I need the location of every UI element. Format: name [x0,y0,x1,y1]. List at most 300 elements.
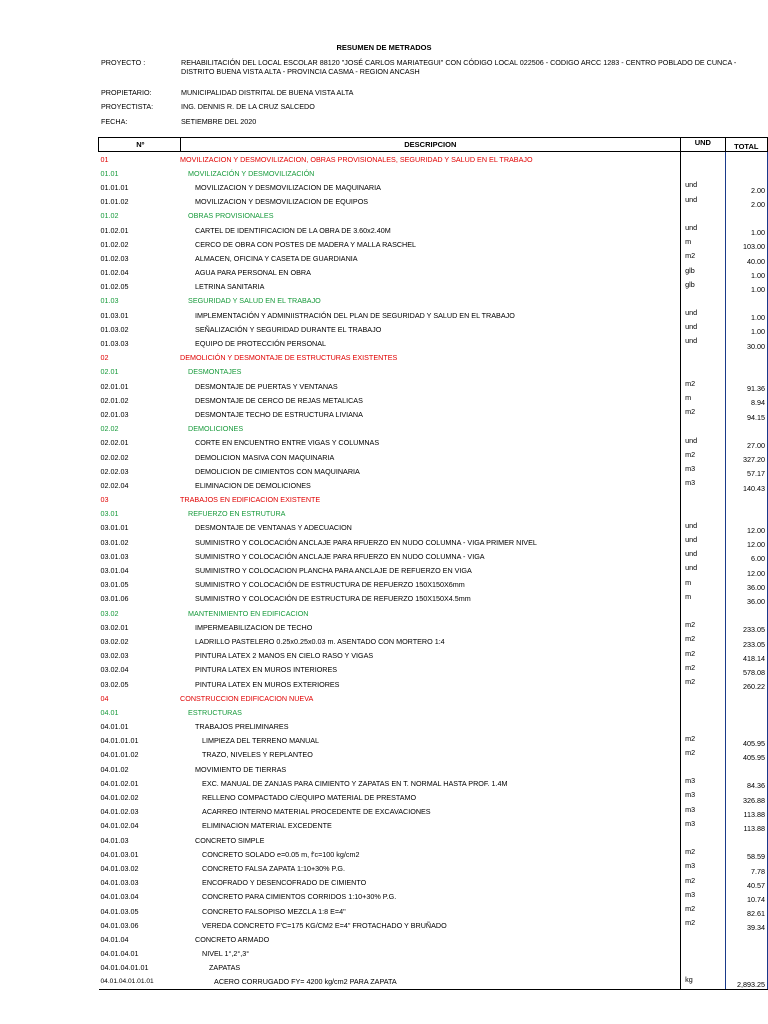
row-total: 2.00 [725,180,767,194]
row-total [725,833,767,847]
row-unit: m2 [681,251,725,265]
row-description: REFUERZO EN ESTRUTURA [188,509,286,519]
row-unit: m2 [681,663,725,677]
row-total: 2.00 [725,195,767,209]
row-description: NIVEL 1°,2°,3° [202,949,250,959]
row-total: 2,893.25 [725,975,767,990]
row-unit: und [681,436,725,450]
row-total: 40.57 [725,876,767,890]
row-code: 02.02.02 [100,452,129,462]
row-description: CARTEL DE IDENTIFICACION DE LA OBRA DE 3.60x2.40M [195,225,391,235]
row-unit [681,606,725,620]
row-code: 04.01.02.01 [100,778,139,788]
row-code: 03.02 [100,608,119,618]
row-description: AGUA PARA PERSONAL EN OBRA [195,268,311,278]
row-unit: m2 [681,379,725,393]
table-row [99,436,768,450]
row-description: DEMOLICION MASIVA CON MAQUINARIA [195,452,335,462]
row-total [725,932,767,946]
row-description: SUMINISTRO Y COLOCACIÓN ANCLAJE PARA RFUERZO EN NUDO COLUMNA - VIGA [195,551,485,561]
row-total: 10.74 [725,890,767,904]
row-code: 02.02 [100,424,119,434]
table-row [99,720,768,734]
row-unit [681,705,725,719]
row-unit [681,947,725,961]
row-unit: m [681,578,725,592]
row-code: 01.02.04 [100,268,129,278]
table-row [99,620,768,634]
row-total: 1.00 [725,280,767,294]
row-unit [681,691,725,705]
row-unit [681,507,725,521]
table-row [99,450,768,464]
row-code: 03.02.04 [100,665,129,675]
row-code: 04.01.03.02 [100,863,139,873]
row-description: EXC. MANUAL DE ZANJAS PARA CIMIENTO Y ZAPATAS EN T. NORMAL HASTA PROF. 1.4M [202,778,508,788]
row-total: 405.95 [725,734,767,748]
row-description: PINTURA LATEX 2 MANOS EN CIELO RASO Y VIGAS [195,651,374,661]
row-description: DESMONTAJE TECHO DE ESTRUCTURA LIVIANA [195,409,363,419]
row-unit: glb [681,280,725,294]
row-code: 04.01.02.02 [100,793,139,803]
row-unit: m [681,237,725,251]
row-code: 01.02.02 [100,239,129,249]
row-total [725,507,767,521]
row-total: 12.00 [725,535,767,549]
row-total: 12.00 [725,563,767,577]
row-total: 1.00 [725,308,767,322]
row-total [725,166,767,180]
table-row [99,322,768,336]
row-unit: und [681,336,725,350]
row-unit: und [681,535,725,549]
row-total [725,152,767,167]
row-code: 03.02.02 [100,636,129,646]
row-description: CONSTRUCCION EDIFICACION NUEVA [180,693,314,703]
row-unit [681,351,725,365]
table-row [99,478,768,492]
row-unit: und [681,322,725,336]
row-code: 01.03.03 [100,339,129,349]
table-row [99,209,768,223]
row-total: 113.88 [725,819,767,833]
metrados-table [98,137,768,990]
row-code: 02.01 [100,367,119,377]
row-description: ACERO CORRUGADO FY= 4200 kg/cm2 PARA ZAPATA [180,975,681,990]
row-unit: kg [681,975,725,990]
row-code: 04.01.03.04 [100,892,139,902]
table-row [99,890,768,904]
row-total: 40.00 [725,251,767,265]
row-total: 233.05 [725,634,767,648]
column-header-desc: DESCRIPCION [180,138,681,152]
header-label-fecha: FECHA: [101,117,128,126]
table-row [99,790,768,804]
row-description: DESMONTAJE DE PUERTAS Y VENTANAS [195,381,338,391]
row-code: 01.02.01 [100,225,129,235]
row-unit: m [681,592,725,606]
table-row [99,266,768,280]
row-total: 94.15 [725,407,767,421]
row-description: CONCRETO FALSA ZAPATA 1:10+30% P.G. [202,863,345,873]
row-total: 39.34 [725,918,767,932]
row-description: RELLENO COMPACTADO C/EQUIPO MATERIAL DE PRESTAMO [202,793,417,803]
row-unit: m2 [681,620,725,634]
row-code: 03.02.01 [100,622,129,632]
table-row [99,223,768,237]
table-row [99,336,768,350]
row-unit [681,961,725,975]
row-total: 1.00 [725,223,767,237]
row-unit: glb [681,266,725,280]
row-description: DEMOLICIÓN Y DESMONTAJE DE ESTRUCTURAS EXISTENTES [180,353,398,363]
row-code: 04 [100,693,109,703]
row-code: 01.03 [100,296,119,306]
row-total: 82.61 [725,904,767,918]
row-total [725,209,767,223]
row-description: IMPLEMENTACIÓN Y ADMINIISTRACIÓN DEL PLAN DE SEGURIDAD Y SALUD EN EL TRABAJO [195,310,515,320]
table-row [99,606,768,620]
table-row [99,195,768,209]
row-description: ELIMINACION MATERIAL EXCEDENTE [202,821,332,831]
table-row [99,876,768,890]
row-total: 8.94 [725,393,767,407]
row-unit [681,833,725,847]
row-total: 36.00 [725,592,767,606]
row-description: CORTE EN ENCUENTRO ENTRE VIGAS Y COLUMNAS [195,438,380,448]
row-description: CONCRETO SOLADO e=0.05 m, f'c=100 kg/cm2 [202,849,360,859]
table-row [99,422,768,436]
row-unit: und [681,563,725,577]
row-code: 02.01.03 [100,409,129,419]
header-label-propietario: PROPIETARIO: [101,88,152,97]
row-code: 02.02.03 [100,466,129,476]
row-description: MOVIMIENTO DE TIERRAS [195,764,287,774]
table-row [99,351,768,365]
row-code: 04.01.03.01 [100,849,139,859]
row-description: CONCRETO ARMADO [195,934,270,944]
row-description: CONCRETO PARA CIMIENTOS CORRIDOS 1:10+30% P.G. [202,892,397,902]
row-total: 233.05 [725,620,767,634]
row-description: LADRILLO PASTELERO 0.25x0.25x0.03 m. ASENTADO CON MORTERO 1:4 [195,636,445,646]
row-unit: m3 [681,805,725,819]
row-code: 02.02.04 [100,480,129,490]
row-total [725,422,767,436]
row-unit: m2 [681,677,725,691]
table-row [99,975,768,990]
row-code: 03.01.02 [100,537,129,547]
table-row [99,563,768,577]
table-row [99,649,768,663]
row-code: 02 [100,353,109,363]
row-total [725,947,767,961]
row-unit: m3 [681,861,725,875]
row-total: 7.78 [725,861,767,875]
row-unit: m2 [681,748,725,762]
row-code: 02.01.01 [100,381,129,391]
row-total: 260.22 [725,677,767,691]
row-total [725,691,767,705]
row-code: 03 [100,495,109,505]
row-unit: m3 [681,890,725,904]
row-unit: m3 [681,464,725,478]
row-description: ESTRUCTURAS [188,707,242,717]
row-description: CONCRETO SIMPLE [195,835,265,845]
row-description: PINTURA LATEX EN MUROS INTERIORES [195,665,338,675]
table-row [99,180,768,194]
row-code: 03.01.06 [100,594,129,604]
row-description: ALMACEN, OFICINA Y CASETA DE GUARDIANIA [195,253,358,263]
row-code: 01.03.01 [100,310,129,320]
row-total: 6.00 [725,549,767,563]
header-value-proyecto: REHABILITACIÓN DEL LOCAL ESCOLAR 88120 "JOSÉ CARLOS MARIATEGUI" CON CÓDIGO LOCAL 022506 - CODIGO ARCC 1283 - CENTRO POBLADO DE CUNCA - DISTRITO BUENA VISTA ALTA - PROVINCIA CASMA - REGION ANCASH [181,58,737,76]
row-description: LIMPIEZA DEL TERRENO MANUAL [202,736,320,746]
table-row [99,961,768,975]
row-total: 578.08 [725,663,767,677]
row-code: 01.01 [100,168,119,178]
table-row [99,947,768,961]
row-unit [681,422,725,436]
row-total: 326.88 [725,790,767,804]
table-row [99,521,768,535]
row-total: 418.14 [725,649,767,663]
row-code: 01.03.02 [100,324,129,334]
row-total: 12.00 [725,521,767,535]
row-code: 02.02.01 [100,438,129,448]
row-total: 58.59 [725,847,767,861]
table-row [99,663,768,677]
row-code: 04.01.01.01 [100,736,139,746]
table-row [99,549,768,563]
row-code: 03.01 [100,509,119,519]
column-header-und: UND [681,138,725,152]
table-body [99,152,768,990]
row-code: 04.01 [100,707,119,717]
row-unit: m2 [681,904,725,918]
row-description: MOVILIZACIÓN Y DESMOVILIZACIÓN [188,168,315,178]
row-total: 57.17 [725,464,767,478]
header-label-proyectista: PROYECTISTA: [101,102,154,111]
table-row [99,578,768,592]
row-unit: m2 [681,450,725,464]
row-code: 04.01.03 [100,835,129,845]
row-code: 04.01.03.05 [100,906,139,916]
row-total: 1.00 [725,266,767,280]
row-description: DEMOLICION DE CIMIENTOS CON MAQUINARIA [195,466,360,476]
row-description: SUMINISTRO Y COLOCACIÓN DE ESTRUCTURA DE REFUERZO 150X150X4.5mm [195,594,471,604]
row-description: SEGURIDAD Y SALUD EN EL TRABAJO [188,296,321,306]
row-code: 03.01.05 [100,580,129,590]
row-unit [681,932,725,946]
row-description: PINTURA LATEX EN MUROS EXTERIORES [195,679,340,689]
row-description: VEREDA CONCRETO F'C=175 KG/CM2 E=4" FROTACHADO Y BRUÑADO [202,920,447,930]
row-description: OBRAS PROVISIONALES [188,211,274,221]
row-code: 01.01.02 [100,197,129,207]
row-unit [681,493,725,507]
row-unit [681,294,725,308]
row-code: 01.02.05 [100,282,129,292]
column-header-num: Nº [99,138,181,152]
table-row [99,464,768,478]
table-row [99,308,768,322]
row-unit: m2 [681,649,725,663]
row-code: 03.01.01 [100,523,129,533]
row-unit: m3 [681,776,725,790]
row-unit: und [681,549,725,563]
row-description: DESMONTAJE DE CERCO DE REJAS METALICAS [195,395,363,405]
row-code: 04.01.04.01.01.01 [99,975,181,990]
row-description: SUMINISTRO Y COLOCACIÓN ANCLAJE PARA RFUERZO EN NUDO COLUMNA - VIGA PRIMER NIVEL [195,537,537,547]
row-total [725,493,767,507]
row-total: 113.88 [725,805,767,819]
table-row [99,592,768,606]
row-unit: m2 [681,918,725,932]
row-code: 04.01.02 [100,764,129,774]
table-row [99,280,768,294]
row-code: 02.01.02 [100,395,129,405]
row-code: 04.01.02.04 [100,821,139,831]
row-description: DEMOLICIONES [188,424,244,434]
table-row [99,861,768,875]
row-code: 04.01.04.01 [100,949,139,959]
row-description: SUMINISTRO Y COLOCACION PLANCHA PARA ANCLAJE DE REFUERZO EN VIGA [195,566,472,576]
table-row [99,379,768,393]
row-unit [681,209,725,223]
table-row [99,407,768,421]
table-row [99,776,768,790]
table-row [99,819,768,833]
row-description: TRABAJOS PRELIMINARES [195,722,289,732]
row-description: TRABAJOS EN EDIFICACION EXISTENTE [180,495,321,505]
row-description: ACARREO INTERNO MATERIAL PROCEDENTE DE EXCAVACIONES [202,807,431,817]
row-total [725,705,767,719]
row-total: 327.20 [725,450,767,464]
row-code: 04.01.02.03 [100,807,139,817]
row-total [725,606,767,620]
row-description: ELIMINACION DE DEMOLICIONES [195,480,311,490]
row-unit: und [681,223,725,237]
row-total: 30.00 [725,336,767,350]
row-unit: und [681,180,725,194]
header-label-proyecto: PROYECTO : [101,58,146,67]
row-total [725,365,767,379]
table-row [99,677,768,691]
table-row [99,507,768,521]
row-unit [681,365,725,379]
document-title: RESUMEN DE METRADOS [336,43,432,52]
row-unit [681,762,725,776]
table-row [99,748,768,762]
row-code: 04.01.01 [100,722,129,732]
row-code: 01 [100,154,109,164]
row-unit: m2 [681,634,725,648]
row-total: 91.36 [725,379,767,393]
row-description: SEÑALIZACIÓN Y SEGURIDAD DURANTE EL TRABAJO [195,324,382,334]
row-description: EQUIPO DE PROTECCIÓN PERSONAL [195,339,327,349]
row-unit: m3 [681,819,725,833]
table-row [99,932,768,946]
row-unit [681,166,725,180]
row-code: 03.02.03 [100,651,129,661]
row-code: 01.01.01 [100,182,129,192]
row-description: CERCO DE OBRA CON POSTES DE MADERA Y MALLA RASCHEL [195,239,417,249]
row-description: LETRINA SANITARIA [195,282,265,292]
row-unit: und [681,195,725,209]
row-description: IMPERMEABILIZACION DE TECHO [195,622,313,632]
row-code: 01.02.03 [100,253,129,263]
row-description: MOVILIZACION Y DESMOVILIZACION, OBRAS PROVISIONALES, SEGURIDAD Y SALUD EN EL TRABAJO [180,154,533,164]
row-description: MANTENIMIENTO EN EDIFICACION [188,608,309,618]
table-row [99,493,768,507]
row-description: DESMONTAJE DE VENTANAS Y ADECUACION [195,523,352,533]
row-total: 27.00 [725,436,767,450]
table-row [99,805,768,819]
table-row [99,833,768,847]
row-description: MOVILIZACION Y DESMOVILIZACION DE EQUIPOS [195,197,369,207]
row-code: 01.02 [100,211,119,221]
table-row [99,734,768,748]
table-row [99,393,768,407]
row-description: ZAPATAS [209,963,241,973]
row-total [725,720,767,734]
table-row [99,691,768,705]
row-total: 36.00 [725,578,767,592]
row-total: 1.00 [725,322,767,336]
row-code: 03.01.04 [100,566,129,576]
row-code: 04.01.03.03 [100,878,139,888]
table-row [99,904,768,918]
header-value-propietario: MUNICIPALIDAD DISTRITAL DE BUENA VISTA ALTA [181,88,354,97]
row-description: ENCOFRADO Y DESENCOFRADO DE CIMIENTO [202,878,367,888]
row-total: 84.36 [725,776,767,790]
row-unit: m2 [681,876,725,890]
table-row [99,535,768,549]
row-unit [681,720,725,734]
table-row [99,166,768,180]
column-header-total: TOTAL [725,138,767,152]
table-row [99,705,768,719]
row-total [725,294,767,308]
row-total [725,961,767,975]
row-code: 04.01.01.02 [100,750,139,760]
table-row [99,762,768,776]
row-unit: m3 [681,478,725,492]
table-row [99,237,768,251]
row-unit: m3 [681,790,725,804]
row-description: TRAZO, NIVELES Y REPLANTEO [202,750,313,760]
row-unit [681,152,725,167]
row-total: 405.95 [725,748,767,762]
table-row [99,634,768,648]
row-description: CONCRETO FALSOPISO MEZCLA 1:8 E=4" [202,906,346,916]
table-row [99,365,768,379]
row-unit: m [681,393,725,407]
row-unit: m2 [681,407,725,421]
row-code: 03.01.03 [100,551,129,561]
table-header-row [99,138,768,152]
table-row [99,918,768,932]
table-row [99,294,768,308]
row-unit: und [681,521,725,535]
row-total [725,351,767,365]
row-unit: m2 [681,734,725,748]
row-description: SUMINISTRO Y COLOCACIÓN DE ESTRUCTURA DE REFUERZO 150X150X6mm [195,580,465,590]
row-description: DESMONTAJES [188,367,242,377]
row-total: 103.00 [725,237,767,251]
row-total: 140.43 [725,478,767,492]
table-row [99,847,768,861]
table-row [99,251,768,265]
